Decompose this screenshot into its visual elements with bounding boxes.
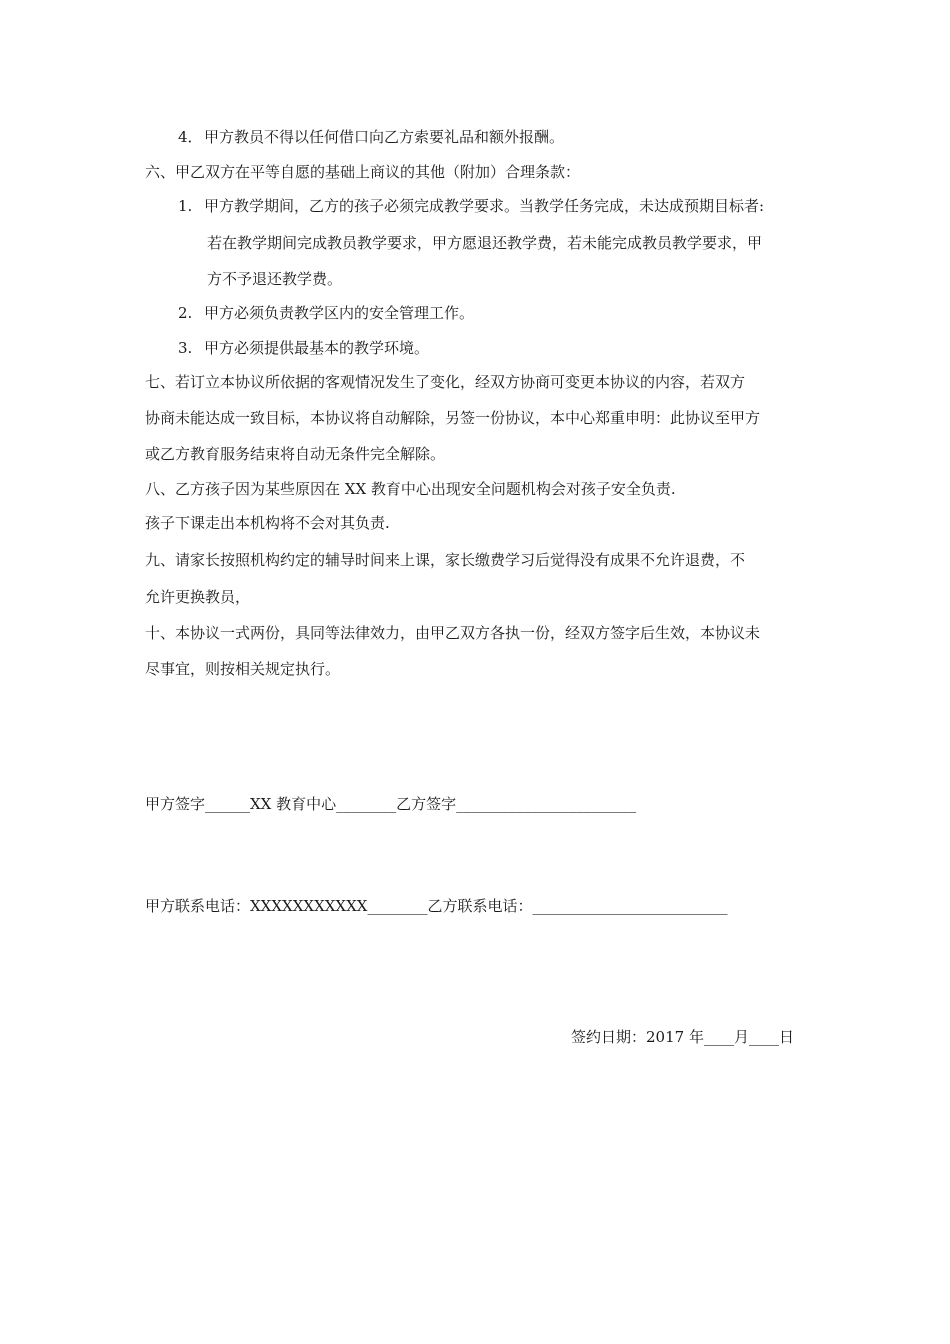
item-text: 甲方必须提供最基本的教学环境。 xyxy=(204,339,430,357)
clause-nine-line-2: 允许更换教员， xyxy=(145,588,251,606)
clause-ten-line-1: 十、本协议一式两份，具同等法律效力，由甲乙双方各执一份，经双方签字后生效，本协议未 xyxy=(145,624,761,642)
clause-eight-line-1: 八、乙方孩子因为某些原因在 XX 教育中心出现安全问题机构会对孩子安全负责. xyxy=(145,480,676,498)
clause-ten-line-2: 尽事宜，则按相关规定执行。 xyxy=(145,660,341,678)
clause-six-item-2 xyxy=(178,303,474,323)
clause-eight-line-2: 孩子下课走出本机构将不会对其负责. xyxy=(145,514,390,532)
item-text: 甲方必须负责教学区内的安全管理工作。 xyxy=(204,304,475,322)
clause-six-item-3 xyxy=(178,338,429,358)
clause-nine-line-1: 九、请家长按照机构约定的辅导时间来上课，家长缴费学习后觉得没有成果不允许退费，不 xyxy=(145,551,746,569)
phone-line: 甲方联系电话：XXXXXXXXXXX________乙方联系电话：__________________________ xyxy=(145,897,728,915)
clause-item-4 xyxy=(178,127,564,147)
signing-date: 签约日期：2017 年____月____日 xyxy=(571,1028,794,1046)
item-text: 甲方教学期间，乙方的孩子必须完成教学要求。当教学任务完成，未达成预期目标者: xyxy=(204,197,765,215)
clause-six-item-1 xyxy=(178,196,764,216)
item-number: 4． xyxy=(178,128,203,146)
clause-seven-line-1: 七、若订立本协议所依据的客观情况发生了变化，经双方协商可变更本协议的内容，若双方 xyxy=(145,373,746,391)
item-number: 3. xyxy=(178,339,193,357)
clause-six-item-1-line-3: 方不予退还教学费。 xyxy=(207,270,343,288)
item-number: 1. xyxy=(178,197,193,215)
clause-six-item-1-line-2: 若在教学期间完成教员教学要求，甲方愿退还教学费，若未能完成教员教学要求，甲 xyxy=(207,234,763,252)
clause-seven-line-2: 协商未能达成一致目标，本协议将自动解除，另签一份协议，本中心郑重申明：此协议至甲方 xyxy=(145,409,761,427)
clause-six-heading: 六、甲乙双方在平等自愿的基础上商议的其他（附加）合理条款： xyxy=(145,163,581,181)
signature-line: 甲方签字______XX 教育中心________乙方签字________________________ xyxy=(145,795,637,813)
clause-seven-line-3: 或乙方教育服务结束将自动无条件完全解除。 xyxy=(145,445,446,463)
item-text: 甲方教员不得以任何借口向乙方索要礼品和额外报酬。 xyxy=(204,128,565,146)
item-number: 2. xyxy=(178,304,193,322)
